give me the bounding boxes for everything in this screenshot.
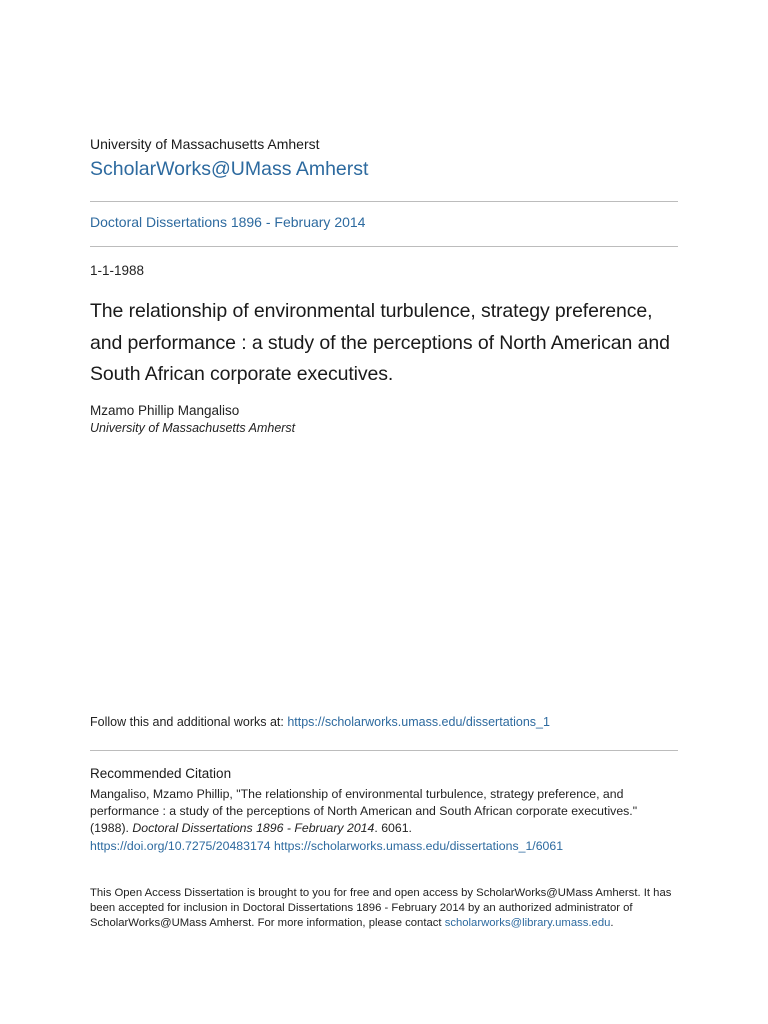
divider-top [90,201,678,202]
document-title: The relationship of environmental turbulence, strategy preference, and performance : a study of the perceptions of North American and South African corporate executives. [90,300,670,385]
divider-citation [90,750,678,751]
notice-text: This Open Access Dissertation is brought to you for free and open access by ScholarWorks@UMass Amherst. It has been accepted for inclusion in Doctoral Dissertations 1896 - February 2014 by an authorized administrator of ScholarWorks@UMass Amherst. For more information, please contact [90,887,672,929]
follow-label: Follow this and additional works at: [90,715,288,729]
follow-url-link[interactable]: https://scholarworks.umass.edu/dissertations_1 [287,715,550,729]
repository-link[interactable]: ScholarWorks@UMass Amherst [90,158,369,180]
notice-end: . [610,917,614,929]
citation-number: . 6061. [374,821,412,836]
citation-series: Doctoral Dissertations 1896 - February 2014 [132,821,375,836]
divider-collection [90,246,678,247]
publication-date: 1-1-1988 [90,263,145,278]
contact-email-link[interactable]: scholarworks@library.umass.edu [444,917,611,929]
doi-link[interactable]: https://doi.org/10.7275/20483174 [90,838,271,853]
citation-text: Mangaliso, Mzamo Phillip, "The relationship of environmental turbulence, strategy preference, and performance : a study of the perceptions of North American and South African corporate executives." (1988). [90,787,638,836]
author-affiliation: University of Massachusetts Amherst [90,421,296,435]
citation-block [90,786,678,855]
author-name: Mzamo Phillip Mangaliso [90,403,240,418]
open-access-notice [90,886,678,931]
citation-heading: Recommended Citation [90,766,232,781]
follow-line [90,715,678,729]
institution-name: University of Massachusetts Amherst [90,136,320,152]
item-link[interactable]: https://scholarworks.umass.edu/dissertations_1/6061 [273,838,564,853]
collection-link[interactable]: Doctoral Dissertations 1896 - February 2014 [90,214,366,230]
